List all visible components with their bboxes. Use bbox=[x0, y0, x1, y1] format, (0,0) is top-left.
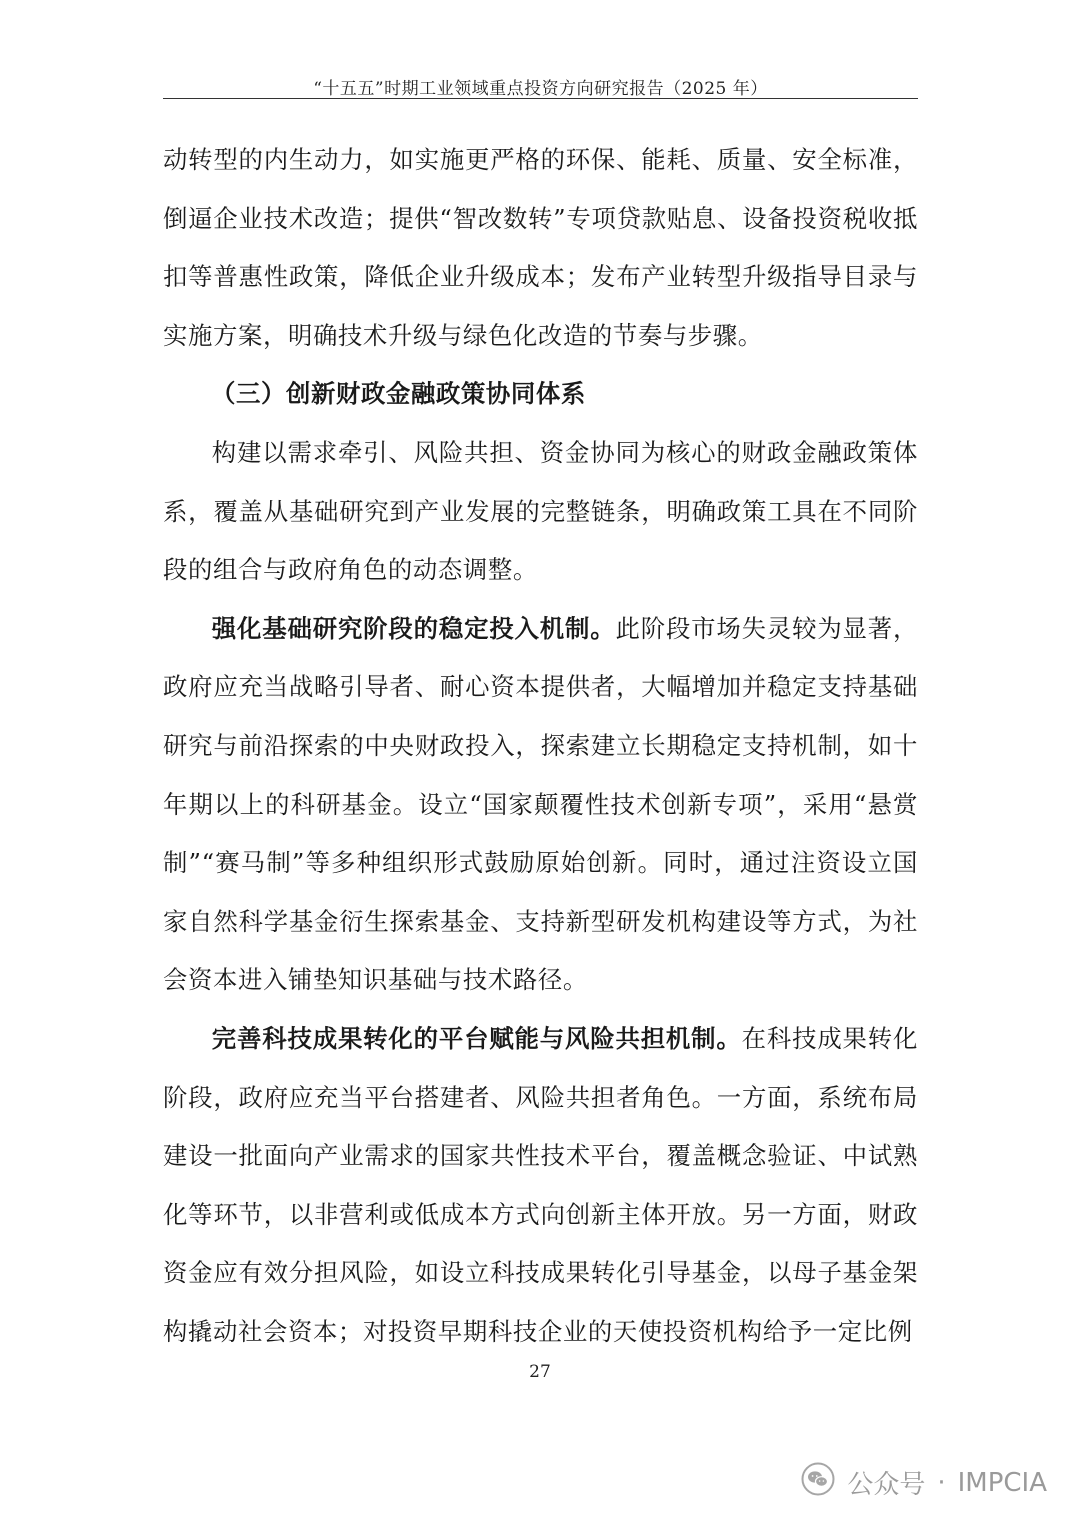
header-rule bbox=[163, 98, 918, 99]
paragraph-body-basic-research: 此阶段市场失灵较为显著，政府应充当战略引导者、耐心资本提供者，大幅增加并稳定支持基础研究与前沿探索的中央财政投入，探索建立长期稳定支持机制，如十年期以上的科研基金。设立“国家颠覆性技术创新专项”，采用“悬赏制”“赛马制”等多种组织形式鼓励原始创新。同时，通过注资设立国家自然科学基金衍生探索基金、支持新型研发机构建设等方式，为社会资本进入铺垫知识基础与技术路径。 bbox=[163, 613, 919, 995]
section-heading: （三）创新财政金融政策协同体系 bbox=[211, 379, 586, 409]
paragraph-lead-tech-transfer: 完善科技成果转化的平台赋能与风险共担机制。 bbox=[211, 1023, 742, 1053]
running-header: “十五五”时期工业领域重点投资方向研究报告（2025 年） bbox=[313, 79, 768, 99]
paragraph-intro: 构建以需求牵引、风险共担、资金协同为核心的财政金融政策体系，覆盖从基础研究到产业发展的完整链条，明确政策工具在不同阶段的组合与政府角色的动态调整。 bbox=[163, 437, 918, 585]
watermark bbox=[801, 1462, 1047, 1503]
body-text bbox=[163, 131, 918, 1361]
watermark-label: 公众号 bbox=[847, 1470, 926, 1500]
wechat-official-account-icon bbox=[801, 1462, 835, 1503]
watermark-separator: · bbox=[937, 1467, 946, 1498]
paragraph-lead-basic-research: 强化基础研究阶段的稳定投入机制。 bbox=[211, 613, 616, 643]
paragraph-body-tech-transfer: 在科技成果转化阶段，政府应充当平台搭建者、风险共担者角色。一方面，系统布局建设一批面向产业需求的国家共性技术平台，覆盖概念验证、中试熟化等环节，以非营利或低成本方式向创新主体开放。另一方面，财政资金应有效分担风险，如设立科技成果转化引导基金，以母子基金架构撬动社会资本；对投资早期科技企业的天使投资机构给予一定比例 bbox=[163, 1023, 918, 1346]
paragraph-basic-research bbox=[163, 600, 918, 1010]
watermark-account: IMPCIA bbox=[957, 1467, 1047, 1498]
paragraph-tech-transfer bbox=[163, 1010, 918, 1362]
paragraph-continued: 动转型的内生动力，如实施更严格的环保、能耗、质量、安全标准，倒逼企业技术改造；提供“智改数转”专项贷款贴息、设备投资税收抵扣等普惠性政策，降低企业升级成本；发布产业转型升级指导目录与实施方案，明确技术升级与绿色化改造的节奏与步骤。 bbox=[163, 145, 918, 350]
page-number: 27 bbox=[529, 1362, 551, 1382]
